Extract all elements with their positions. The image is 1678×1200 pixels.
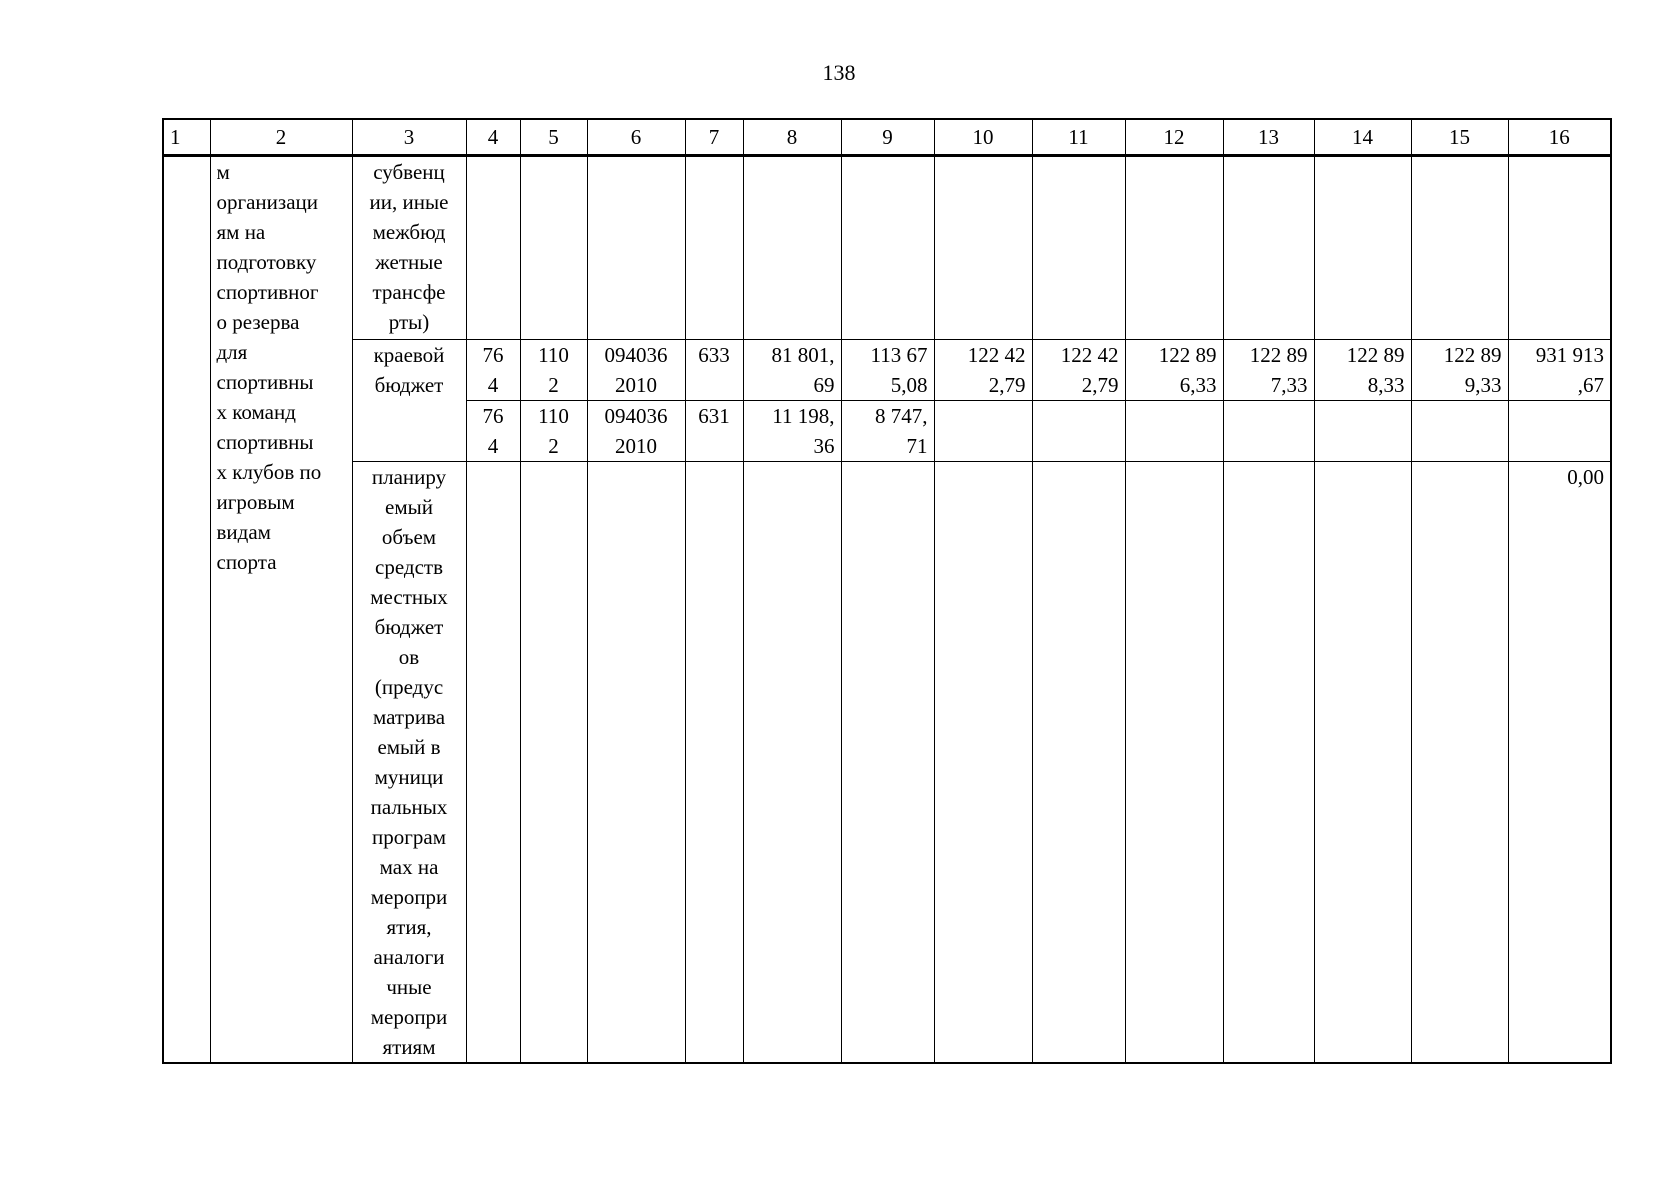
table-cell <box>841 156 934 340</box>
funding-source-cell <box>352 340 466 462</box>
column-number-cell: 8 <box>743 119 841 156</box>
funding-source-regional: краевой бюджет <box>373 343 445 397</box>
table-cell <box>466 156 520 340</box>
column-number-row <box>163 119 1611 156</box>
column-number-cell: 16 <box>1508 119 1611 156</box>
column-number-cell: 5 <box>520 119 587 156</box>
activity-name-text: м организаци ям на подготовку спортивног о резерва для спортивны х команд спортивны х клубов по игровым видам спорта <box>216 160 322 574</box>
table-cell <box>934 401 1032 462</box>
table-cell <box>1223 156 1314 340</box>
table-cell <box>1125 462 1223 1064</box>
table-cell: 931 913 ,67 <box>1508 340 1611 401</box>
table-cell <box>1314 156 1411 340</box>
column-number-cell: 14 <box>1314 119 1411 156</box>
column-number-cell: 9 <box>841 119 934 156</box>
table-cell <box>743 156 841 340</box>
table-cell: 633 <box>685 340 743 401</box>
table-cell <box>1411 156 1508 340</box>
table-cell <box>1314 401 1411 462</box>
table-cell <box>520 462 587 1064</box>
table-cell: 094036 2010 <box>587 340 685 401</box>
column-number-cell: 15 <box>1411 119 1508 156</box>
table-cell: 094036 2010 <box>587 401 685 462</box>
table-cell <box>1508 156 1611 340</box>
table-cell <box>1223 401 1314 462</box>
table-cell <box>685 462 743 1064</box>
subventions-row <box>163 156 1611 340</box>
local-budget-row <box>163 462 1611 1064</box>
row-number-cell <box>163 156 210 1064</box>
table-cell <box>1508 401 1611 462</box>
budget-table <box>162 118 1612 1064</box>
table-cell: 631 <box>685 401 743 462</box>
table-cell <box>1411 401 1508 462</box>
table-cell: 122 89 7,33 <box>1223 340 1314 401</box>
table-cell: 0,00 <box>1508 462 1611 1064</box>
table-cell <box>685 156 743 340</box>
table-cell: 110 2 <box>520 401 587 462</box>
column-number-cell: 11 <box>1032 119 1125 156</box>
table-cell <box>1223 462 1314 1064</box>
funding-source-cell <box>352 156 466 340</box>
table-cell <box>1032 401 1125 462</box>
column-number-cell: 12 <box>1125 119 1223 156</box>
table-cell: 122 89 6,33 <box>1125 340 1223 401</box>
column-number-cell: 1 <box>163 119 210 156</box>
table-cell: 8 747, 71 <box>841 401 934 462</box>
table-cell <box>520 156 587 340</box>
page-number: 138 <box>822 60 856 85</box>
table-cell: 122 42 2,79 <box>934 340 1032 401</box>
table-cell: 76 4 <box>466 401 520 462</box>
table-cell: 122 89 9,33 <box>1411 340 1508 401</box>
table-cell <box>934 462 1032 1064</box>
table-cell: 11 198, 36 <box>743 401 841 462</box>
table-cell <box>587 156 685 340</box>
table-cell: 122 89 8,33 <box>1314 340 1411 401</box>
table-cell <box>1411 462 1508 1064</box>
table-cell <box>466 462 520 1064</box>
column-number-cell: 7 <box>685 119 743 156</box>
table-cell <box>1032 462 1125 1064</box>
table-cell <box>1125 156 1223 340</box>
table-cell <box>1125 401 1223 462</box>
funding-source-local: планиру емый объем средств местных бюджет ов (предус матрива емый в муници пальных програм мах на меропри ятия, аналоги чные меропри ятиям <box>370 465 448 1059</box>
column-number-cell: 6 <box>587 119 685 156</box>
table-cell: 110 2 <box>520 340 587 401</box>
table-cell: 81 801, 69 <box>743 340 841 401</box>
table-cell <box>841 462 934 1064</box>
activity-name-cell <box>210 156 352 1064</box>
table-cell <box>934 156 1032 340</box>
table-cell <box>743 462 841 1064</box>
table-cell <box>587 462 685 1064</box>
funding-source-subventions: субвенц ии, иные межбюд жетные трансфе рты) <box>369 160 449 334</box>
table-cell: 122 42 2,79 <box>1032 340 1125 401</box>
column-number-cell: 10 <box>934 119 1032 156</box>
table-cell <box>1032 156 1125 340</box>
column-number-cell: 4 <box>466 119 520 156</box>
table-cell: 76 4 <box>466 340 520 401</box>
regional-budget-row-1 <box>163 340 1611 401</box>
column-number-cell: 3 <box>352 119 466 156</box>
column-number-cell: 2 <box>210 119 352 156</box>
table-cell: 113 67 5,08 <box>841 340 934 401</box>
funding-source-cell <box>352 462 466 1064</box>
column-number-cell: 13 <box>1223 119 1314 156</box>
table-cell <box>1314 462 1411 1064</box>
